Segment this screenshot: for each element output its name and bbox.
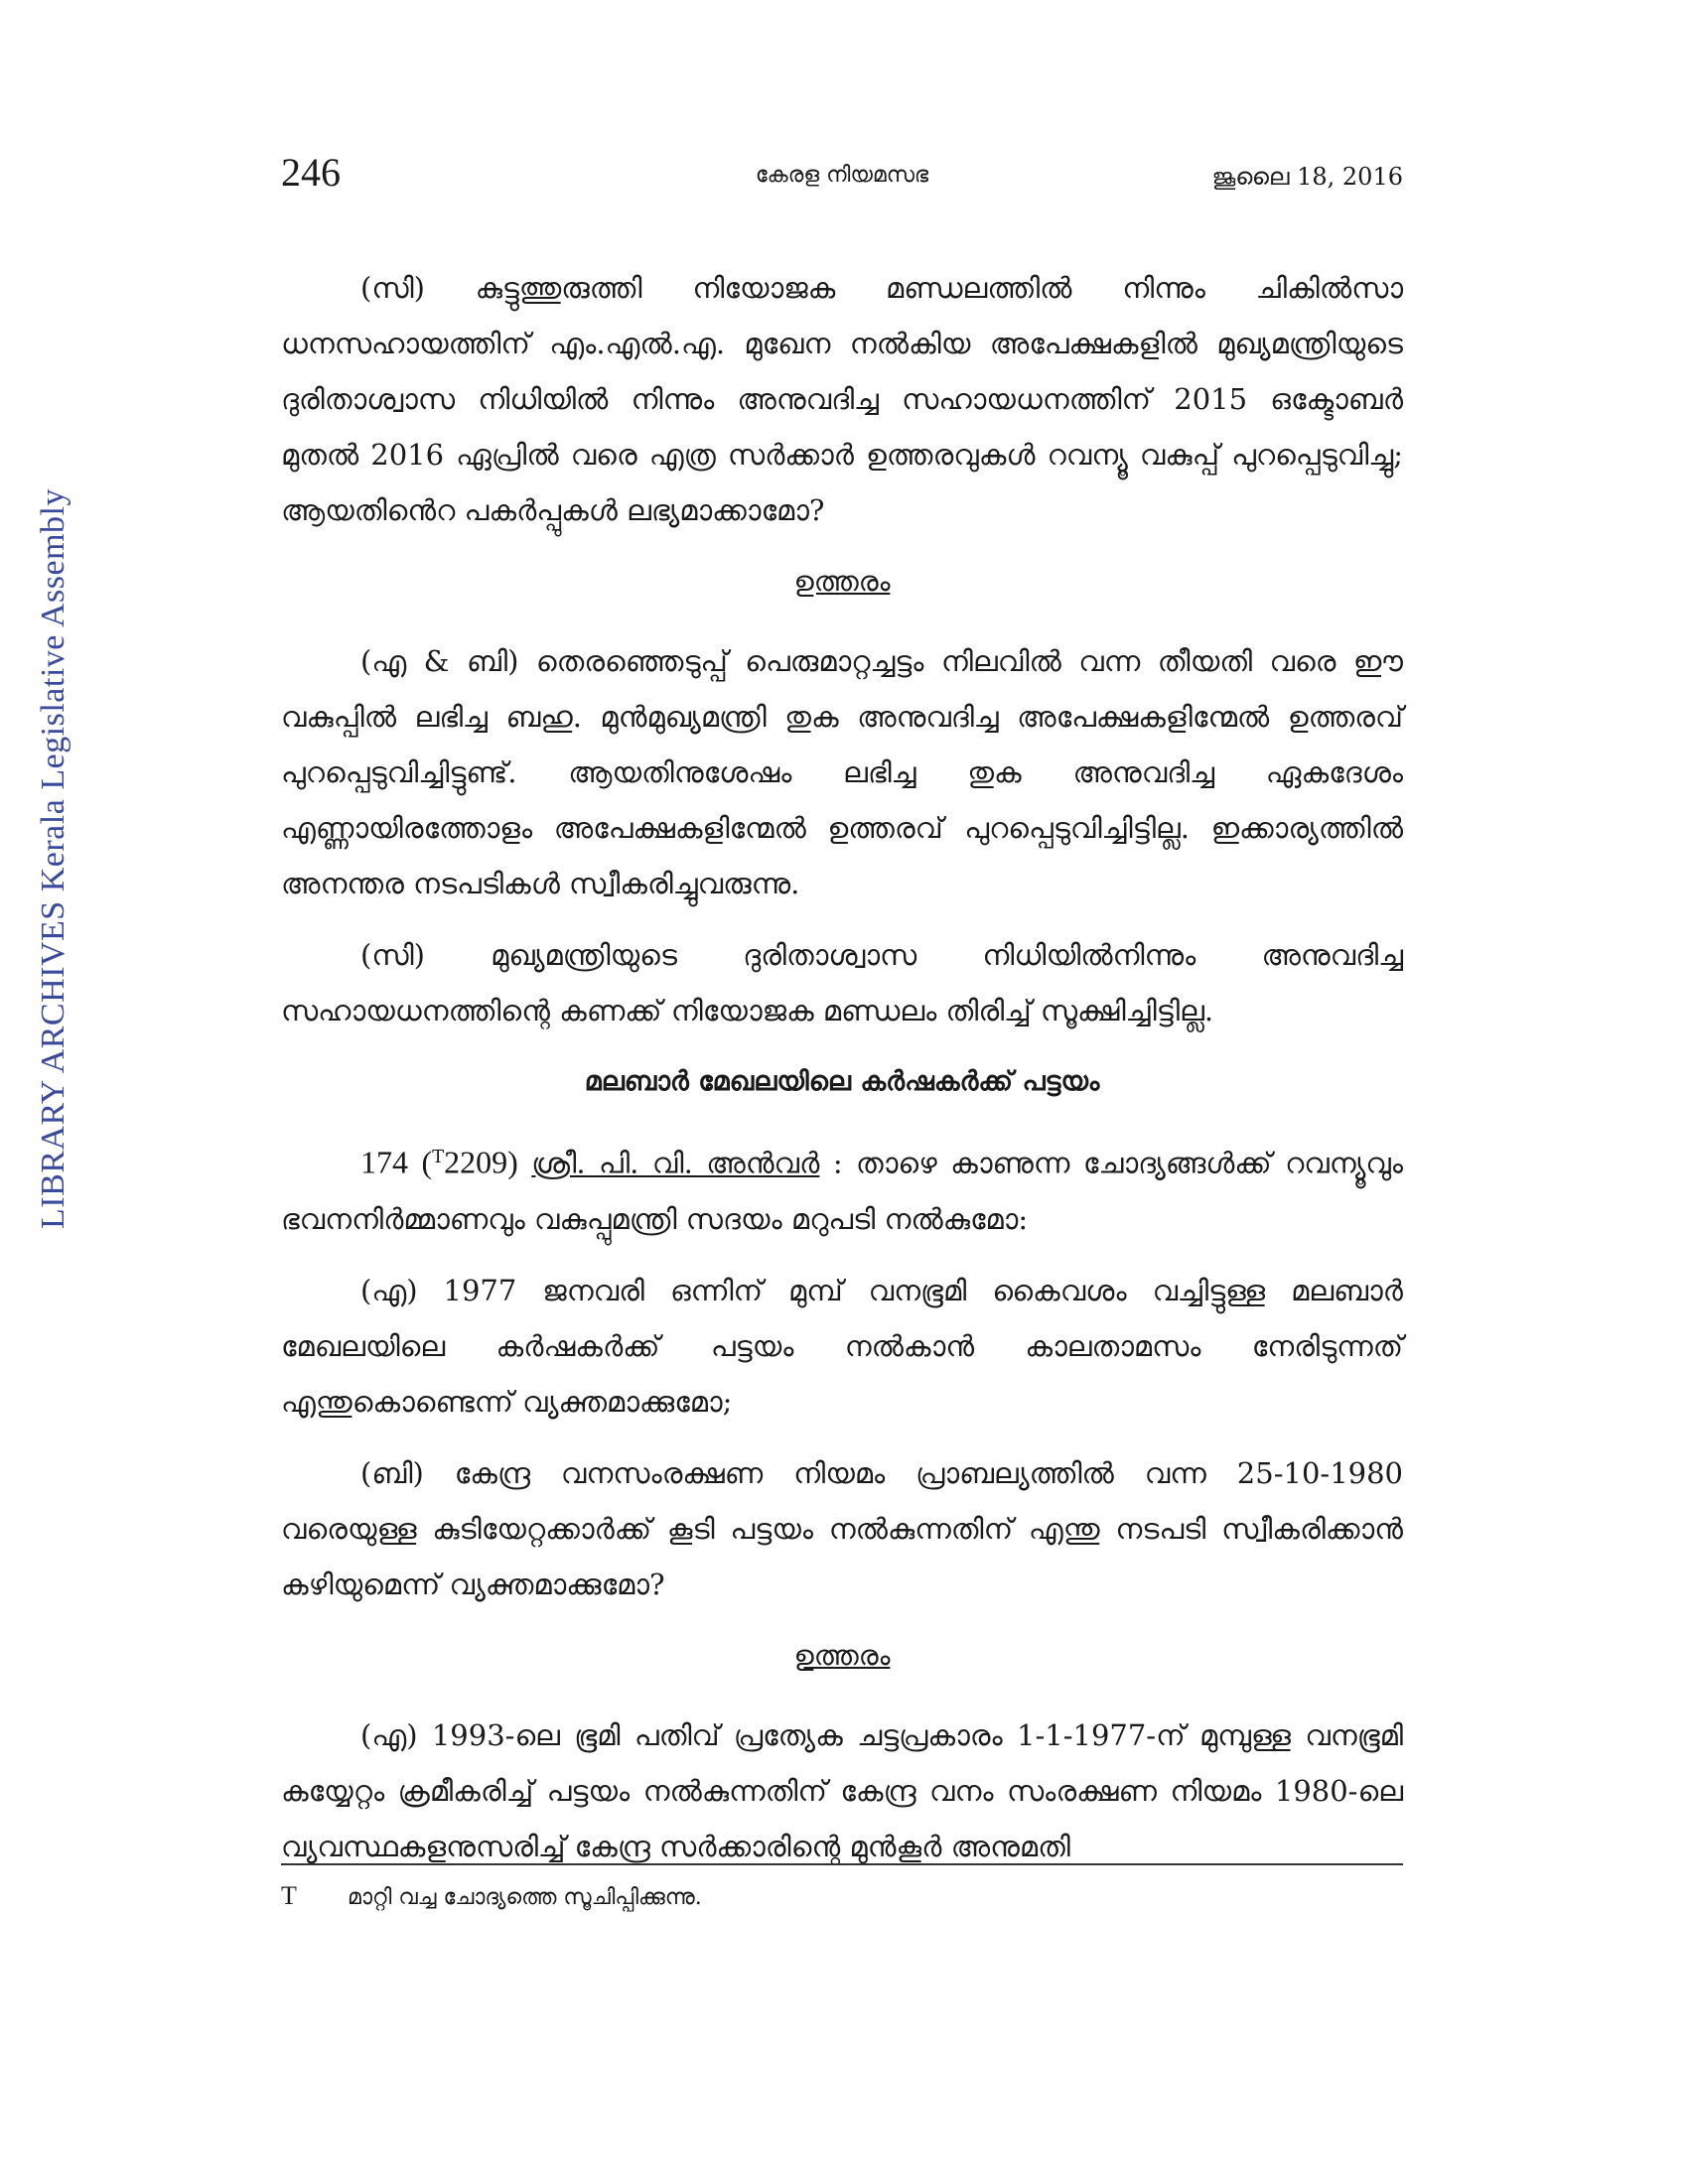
question-number: 174 xyxy=(360,1144,408,1180)
page-header xyxy=(281,149,1403,208)
answer-part-ab: (എ & ബി) തെരഞ്ഞെടുപ്പ് പെരുമാറ്റച്ചട്ടം നിലവിൽ വന്ന തീയതി വരെ ഈ വകുപ്പിൽ ലഭിച്ച ബഹു. മുൻമുഖ്യമന്ത്രി തുക അനുവദിച്ച അപേക്ഷകളിന്മേൽ ഉത്തരവ് പുറപ്പെടുവിച്ചിട്ടുണ്ട്. ആയതിനുശേഷം ലഭിച്ച തുക അനുവദിച്ച ഏകദേശം എണ്ണായിരത്തോളം അപേക്ഷകളിന്മേൽ ഉത്തരവ് പുറപ്പെടുവിച്ചിട്ടില്ല. ഇക്കാര്യത്തിൽ അനന്തര നടപടികൾ സ്വീകരിച്ചുവരുന്നു. xyxy=(281,644,1403,900)
page-number: 246 xyxy=(281,150,341,195)
question-intro xyxy=(281,1130,1403,1247)
watermark xyxy=(24,298,83,1420)
footnote-divider xyxy=(281,1863,1403,1865)
footnote-text: മാറ്റി വച്ച ചോദ്യത്തെ സൂചിപ്പിക്കുന്നു. xyxy=(348,1885,702,1910)
question-code: 2209) xyxy=(444,1144,518,1180)
question-intro-text: : താഴെ കാണുന്ന ചോദ്യങ്ങൾക്ക് റവന്യൂവും ഭവനനിർമ്മാണവും വകുപ്പുമന്ത്രി സദയം മറുപടി നൽകുമോ: xyxy=(281,1146,1404,1236)
question-code-open: ( xyxy=(421,1144,433,1180)
answer-heading: ഉത്തരം xyxy=(793,565,891,598)
footnote-marker: T xyxy=(281,1881,297,1910)
section-title: മലബാർ മേഖലയിലെ കർഷകർക്ക് പട്ടയം xyxy=(584,1066,1100,1097)
question-part-c: (സി) കുട്ടുത്തുരുത്തി നിയോജക മണ്ഡലത്തിൽ നിന്നും ചികിൽസാ ധനസഹായത്തിന് എം.എൽ.എ. മുഖേന നൽകിയ അപേക്ഷകളിൽ മുഖ്യമന്ത്രിയുടെ ദുരിതാശ്വാസ നിധിയിൽ നിന്നും അനുവദിച്ച സഹായധനത്തിന് 2015 ഒക്ടോബർ മുതൽ 2016 ഏപ്രിൽ വരെ എത്ര സർക്കാർ ഉത്തരവുകൾ റവന്യൂ വകുപ്പ് പുറപ്പെടുവിച്ചു; ആയതിൻെറ പകർപ്പുകൾ ലഭ്യമാക്കാമോ? xyxy=(281,271,1403,527)
running-title: കേരള നിയമസഭ xyxy=(755,163,929,188)
question-code-marker: T xyxy=(432,1147,445,1167)
answer-part-a: (എ) 1993-ലെ ഭൂമി പതിവ് പ്രത്യേക ചട്ടപ്രകാരം 1-1-1977-ന് മുമ്പുള്ള വനഭൂമി കയ്യേറ്റം ക്രമീകരിച്ച് പട്ടയം നൽകുന്നതിന് കേന്ദ്ര വനം സംരക്ഷണ നിയമം 1980-ലെ വ്യവസ്ഥകളനുസരിച്ച് കേന്ദ്ര സർക്കാരിന്റെ മുൻകൂർ അനുമതി xyxy=(281,1717,1403,1863)
question-part-a: (എ) 1977 ജനവരി ഒന്നിന് മുമ്പ് വനഭൂമി കൈവശം വച്ചിട്ടുള്ള മലബാർ മേഖലയിലെ കർഷകർക്ക് പട്ടയം നൽകാൻ കാലതാമസം നേരിടുന്നത് എന്തുകൊണ്ടെന്ന് വ്യക്തമാക്കുമോ; xyxy=(281,1273,1403,1419)
answer-part-c: (സി) മുഖ്യമന്ത്രിയുടെ ദുരിതാശ്വാസ നിധിയിൽനിന്നും അനുവദിച്ച സഹായധനത്തിന്റെ കണക്ക് നിയോജക മണ്ഡലം തിരിച്ച് സൂക്ഷിച്ചിട്ടില്ല. xyxy=(281,938,1403,1027)
member-name: ശ്രീ. പി. വി. അൻവർ xyxy=(531,1146,820,1180)
answer-heading: ഉത്തരം xyxy=(793,1638,891,1672)
question-part-b: (ബി) കേന്ദ്ര വനസംരക്ഷണ നിയമം പ്രാബല്യത്തിൽ വന്ന 25-10-1980 വരെയുള്ള കുടിയേറ്റക്കാർക്ക് കൂടി പട്ടയം നൽകുന്നതിന് എന്തു നടപടി സ്വീകരിക്കാൻ കഴിയുമെന്ന് വ്യക്തമാക്കുമോ? xyxy=(281,1455,1403,1601)
watermark-text: LIBRARY ARCHIVES Kerala Legislative Assembly xyxy=(35,488,71,1230)
footnote xyxy=(281,1881,1403,1911)
page-body xyxy=(281,260,1403,1890)
header-date: ജൂലൈ 18, 2016 xyxy=(1211,163,1403,191)
